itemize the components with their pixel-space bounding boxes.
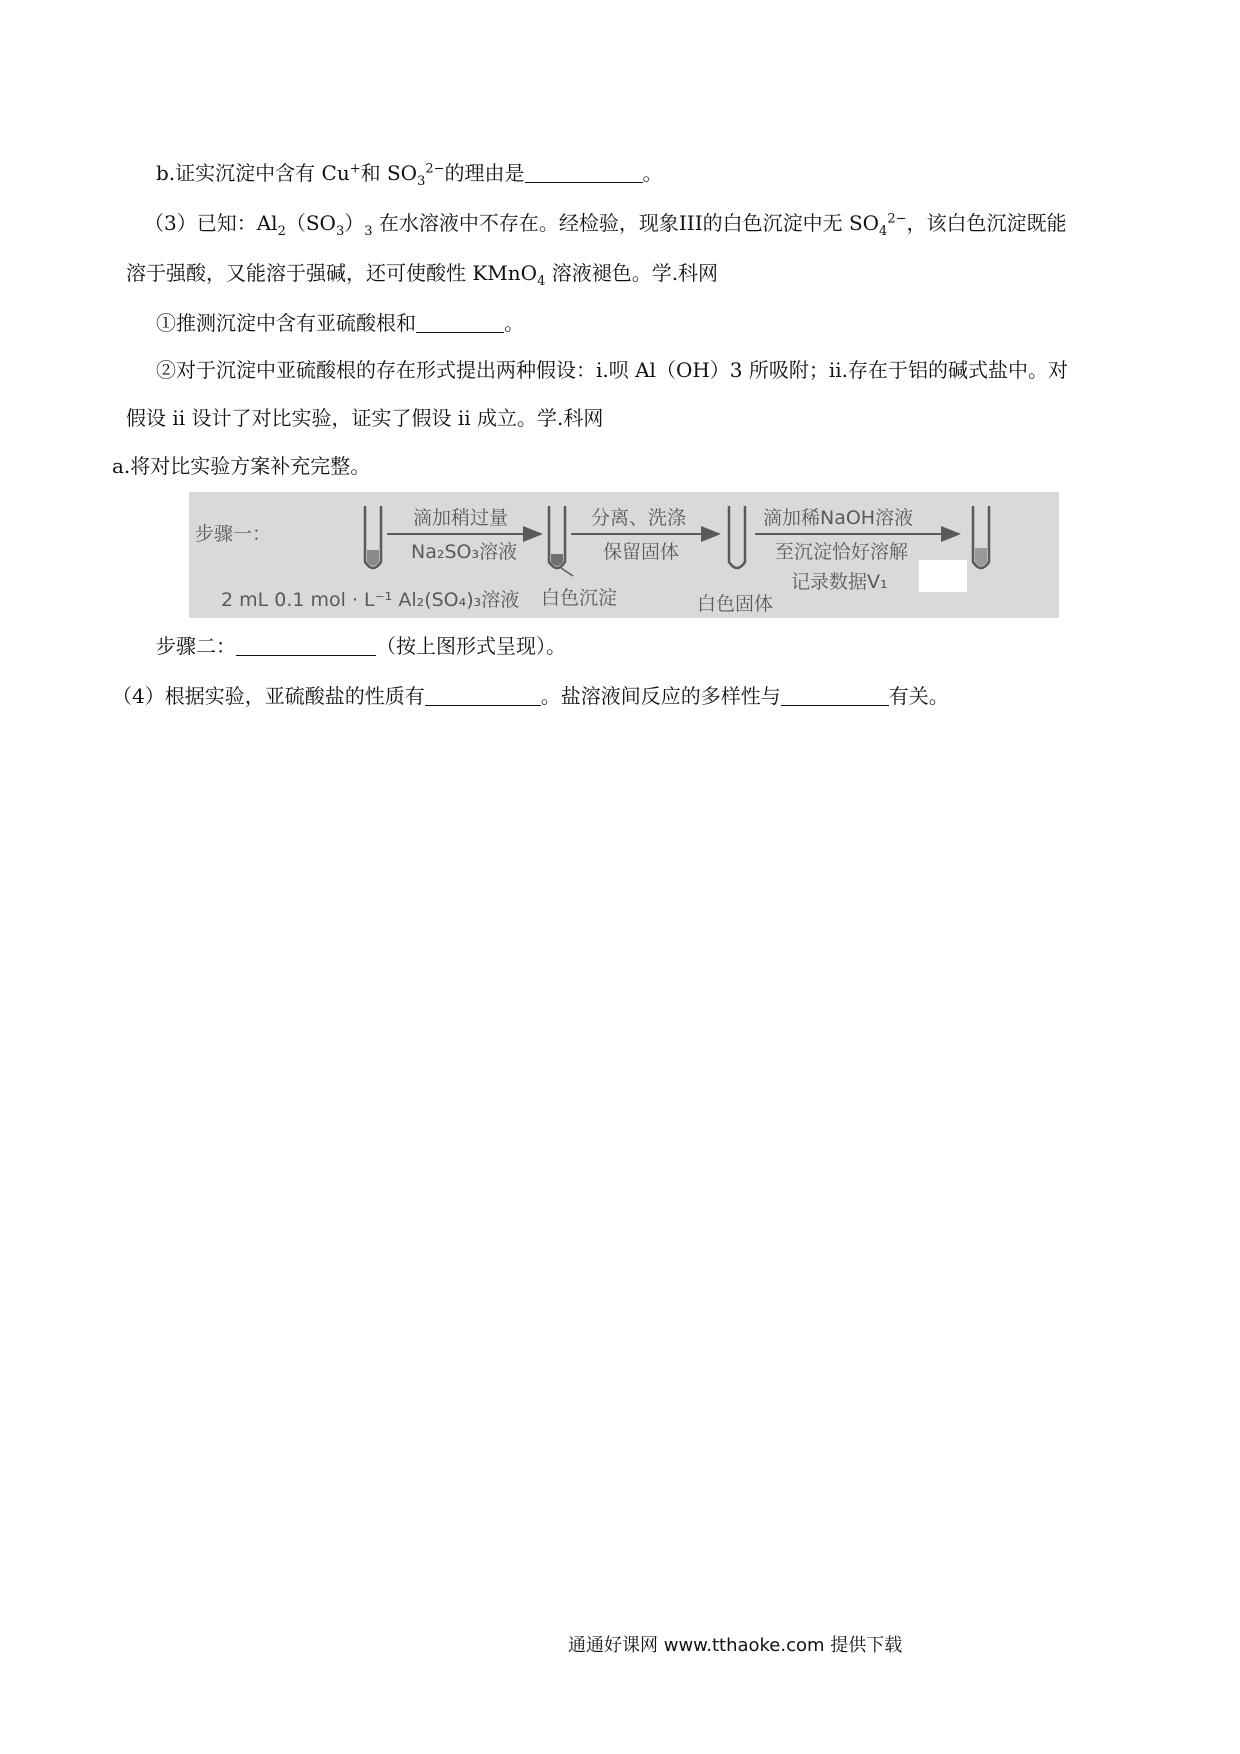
arrow3-note-text: 记录数据V₁ [791, 571, 888, 593]
arrow3-bottom-text: 至沉淀恰好溶解 [775, 541, 909, 563]
arrow1-top-text: 滴加稍过量 [413, 507, 509, 529]
step-two-note: （按上图形式呈现）。 [376, 634, 566, 658]
arrow2-top-text: 分离、洗涤 [591, 507, 687, 529]
answer-blank-b[interactable] [525, 162, 643, 183]
q3-2-text-2: 假设 ii 设计了对比实验，证实了假设 ii 成立。学.科网 [126, 406, 604, 430]
charge-plus: + [349, 161, 361, 177]
q3-a-text: a.将对比实验方案补充完整。 [112, 454, 371, 478]
q3-1-end: 。 [504, 311, 524, 335]
test-tube-3 [729, 506, 745, 568]
question-b [156, 159, 663, 187]
q4-text-1: （4）根据实验，亚硫酸盐的性质有 [112, 684, 425, 708]
question-b-text-mid: 和 SO [360, 161, 418, 185]
q3-text-4: 在水溶液中不存在。经检验，现象III的白色沉淀中无 SO [372, 211, 880, 235]
q3-text-5: ，该白色沉淀既能 [906, 211, 1067, 235]
step-two [156, 632, 566, 660]
question-3-line-1 [144, 209, 1067, 237]
q3-text-1: （3）已知：Al [144, 211, 278, 235]
subscript-3: 3 [335, 224, 345, 239]
test-tube-1 [365, 506, 381, 568]
question-3-2-line-1 [156, 356, 1068, 384]
charge-2minus: 2− [425, 161, 445, 177]
question-3-1 [156, 309, 524, 337]
question-3-2-line-2 [126, 404, 603, 432]
subscript-3: 3 [364, 224, 373, 239]
q3-line2-text: 溶于强酸，又能溶于强碱，还可使酸性 KMnO [126, 261, 538, 285]
q3-2-text-1: ②对于沉淀中亚硫酸根的存在形式提出两种假设：i.呗 Al（OH）3 所吸附；ii.存在于铝的碱式盐中。对 [156, 358, 1069, 382]
q3-line2-tail: 溶液褪色。学.科网 [545, 261, 719, 285]
q4-text-2: 。盐溶液间反应的多样性与 [540, 684, 781, 708]
page-footer: 通通好课网 www.tthaoke.com 提供下载 [568, 1635, 903, 1656]
subscript-4: 4 [537, 274, 546, 289]
subscript-3: 3 [417, 174, 426, 189]
subscript-4: 4 [879, 224, 888, 239]
question-b-tail: 的理由是 [444, 161, 525, 185]
answer-blank-3-1[interactable] [416, 312, 504, 333]
question-3-line-2 [126, 259, 718, 287]
tube2-label: 白色沉淀 [541, 587, 618, 609]
answer-blank-step-two[interactable] [236, 635, 376, 656]
subscript-2: 2 [277, 224, 286, 239]
question-3-a [112, 452, 370, 480]
arrow1-bottom-text: Na₂SO₃溶液 [411, 541, 518, 563]
q3-text-2: （SO [285, 211, 336, 235]
experiment-diagram-svg [189, 492, 1059, 618]
tube3-label: 白色固体 [697, 593, 774, 615]
step-two-label: 步骤二： [156, 634, 236, 658]
experiment-diagram [189, 492, 1059, 618]
charge-2minus: 2− [887, 211, 907, 227]
q3-1-text: ①推测沉淀中含有亚硫酸根和 [156, 311, 416, 335]
answer-blank-4-1[interactable] [425, 685, 541, 706]
answer-blank-4-2[interactable] [781, 685, 889, 706]
question-4 [112, 682, 949, 710]
test-tube-2 [549, 506, 573, 576]
question-b-end: 。 [642, 161, 663, 185]
test-tube-4 [919, 506, 989, 592]
q4-text-3: 有关。 [888, 684, 949, 708]
q3-text-3: ） [344, 211, 365, 235]
tube1-label: 2 mL 0.1 mol · L⁻¹ Al₂(SO₄)₃溶液 [221, 589, 520, 611]
arrow2-bottom-text: 保留固体 [603, 541, 680, 563]
arrow3-top-text: 滴加稀NaOH溶液 [763, 507, 914, 529]
question-b-text: b.证实沉淀中含有 Cu [156, 161, 350, 185]
step-one-label: 步骤一： [195, 523, 272, 545]
